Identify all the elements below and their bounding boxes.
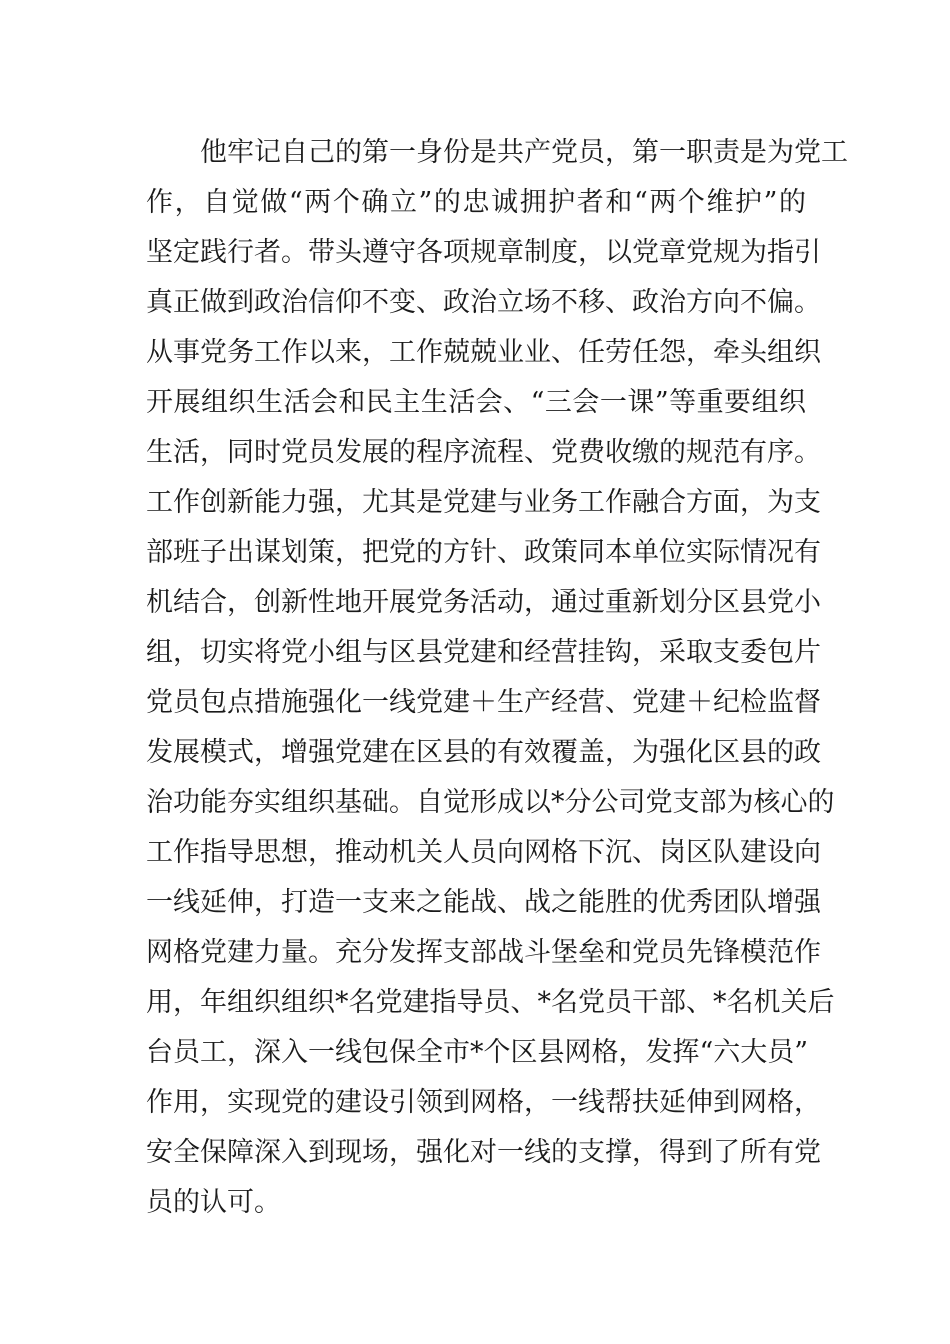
- text-line: 用，年组织组织*名党建指导员、*名党员干部、*名机关后: [146, 987, 835, 1018]
- text-line: 从事党务工作以来，工作兢兢业业、任劳任怨，牵头组织: [146, 337, 821, 368]
- text-line: 网格党建力量。充分发挥支部战斗堡垒和党员先锋模范作: [146, 937, 821, 968]
- text-line: 作用，实现党的建设引领到网格，一线帮扶延伸到网格，: [146, 1087, 821, 1118]
- text-line: 真正做到政治信仰不变、政治立场不移、政治方向不偏。: [146, 287, 821, 318]
- text-line: 作，自觉做“两个确立”的忠诚拥护者和“两个维护”的: [146, 187, 806, 218]
- text-line: 部班子出谋划策，把党的方针、政策同本单位实际情况有: [146, 537, 821, 568]
- text-line: 生活，同时党员发展的程序流程、党费收缴的规范有序。: [146, 437, 821, 468]
- text-line: 台员工，深入一线包保全市*个区县网格，发挥“六大员”: [146, 1037, 809, 1068]
- text-line: 工作创新能力强，尤其是党建与业务工作融合方面，为支: [146, 487, 821, 518]
- text-line: 组，切实将党小组与区县党建和经营挂钩，采取支委包片: [146, 637, 821, 668]
- text-line: 治功能夯实组织基础。自觉形成以*分公司党支部为核心的: [146, 787, 835, 818]
- text-line: 他牢记自己的第一身份是共产党员，第一职责是为党工: [146, 137, 848, 168]
- body-paragraph: [146, 128, 848, 1228]
- text-line: 一线延伸，打造一支来之能战、战之能胜的优秀团队增强: [146, 887, 821, 918]
- text-line: 员的认可。: [146, 1187, 281, 1218]
- text-line: 机结合，创新性地开展党务活动，通过重新划分区县党小: [146, 587, 821, 618]
- text-line: 工作指导思想，推动机关人员向网格下沉、岗区队建设向: [146, 837, 821, 868]
- text-line: 坚定践行者。带头遵守各项规章制度，以党章党规为指引: [146, 237, 821, 268]
- text-line: 开展组织生活会和民主生活会、“三会一课”等重要组织: [146, 387, 806, 418]
- text-line: 安全保障深入到现场，强化对一线的支撑，得到了所有党: [146, 1137, 821, 1168]
- text-line: 发展模式，增强党建在区县的有效覆盖，为强化区县的政: [146, 737, 821, 768]
- text-line: 党员包点措施强化一线党建＋生产经营、党建＋纪检监督: [146, 687, 821, 718]
